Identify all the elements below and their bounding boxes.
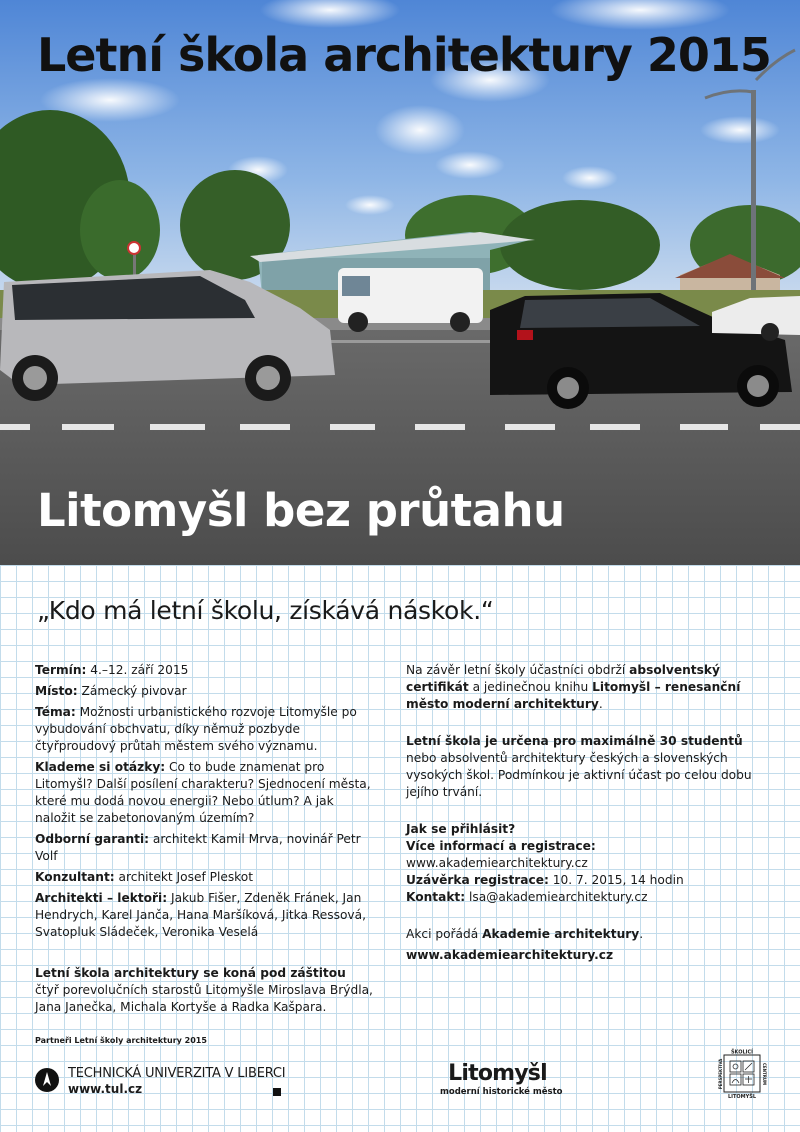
misto-line — [35, 683, 375, 700]
otazky-paragraph — [35, 759, 375, 827]
contact-label: Kontakt: — [406, 890, 466, 904]
otazky-label: Klademe si otázky: — [35, 760, 166, 774]
tul-url[interactable]: www.tul.cz — [68, 1082, 143, 1096]
students-heading: Letní škola je určena pro maximálně 30 studentů — [406, 734, 743, 748]
tul-logo[interactable] — [35, 1066, 285, 1096]
deadline-line — [406, 872, 766, 889]
students-text: nebo absolventů architektury českých a slovenských vysokých škol. Podmínkou je aktivní účast po celou dobu jejího trvání. — [406, 751, 752, 799]
termin-label: Termín: — [35, 663, 87, 677]
zastita-paragraph — [35, 965, 375, 1016]
tema-label: Téma: — [35, 705, 76, 719]
street-photo — [0, 0, 800, 565]
skolici-centrum-icon — [718, 1048, 766, 1100]
contact-line — [406, 889, 766, 906]
organizer-paragraph — [406, 926, 766, 943]
otazky-value: Co to bude znamenat pro Litomyšl? Další posílení charakteru? Sjednocení města, které mu dodá novou energii? Nebo útlum? A jak naložit se zabetonovaným územím? — [35, 760, 371, 825]
info-link[interactable]: www.akademiearchitektury.cz — [406, 856, 588, 870]
info-line — [406, 838, 766, 872]
litomysl-tagline: moderní historické město — [440, 1087, 563, 1097]
skolici-centrum-logo[interactable] — [718, 1048, 766, 1100]
konzultant-label: Konzultant: — [35, 870, 115, 884]
misto-label: Místo: — [35, 684, 78, 698]
garanti-line — [35, 831, 375, 865]
stamp-left-text: PERSPEKTIVA — [718, 1058, 723, 1090]
page-title: Letní škola architektury 2015 — [37, 28, 771, 82]
lektori-value: Jakub Fišer, Zdeněk Fránek, Jan Hendrych, Karel Janča, Hana Maršíková, Jitka Ressová, Svatopluk Sládeček, Veronika Veselá — [35, 891, 366, 939]
deadline-label: Uzávěrka registrace: — [406, 873, 549, 887]
lektori-label: Architekti – lektoři: — [35, 891, 168, 905]
organizer-period: . — [639, 927, 644, 941]
tema-value: Možnosti urbanistického rozvoje Litomyšle po vybudování obchvatu, díky němuž pozbyde čtyřproudový průtah městem svého významu. — [35, 705, 357, 753]
certificate-period: . — [598, 697, 603, 711]
apply-heading: Jak se přihlásit? — [406, 822, 516, 836]
zastita-text: čtyř porevolučních starostů Litomyšle Miroslava Brýdla, Jana Janečka, Michala Kortyše a Radka Kašpara. — [35, 983, 373, 1014]
zastita-heading: Letní škola architektury se koná pod záštitou — [35, 966, 346, 980]
stamp-bottom-text: LITOMYŠL — [727, 1094, 757, 1100]
litomysl-logo[interactable] — [440, 1061, 563, 1102]
book-title: Litomyšl – renesanční město moderní architektury — [406, 680, 741, 711]
termin-value: 4.–12. září 2015 — [86, 663, 189, 677]
tema-paragraph — [35, 704, 375, 755]
info-label: Více informací a registrace: — [406, 839, 596, 853]
website-link[interactable]: www.akademiearchitektury.cz — [406, 948, 614, 962]
info-column-left — [35, 662, 375, 1020]
termin-line — [35, 662, 375, 679]
students-paragraph — [406, 733, 766, 801]
organizer-text: Akci pořádá — [406, 927, 483, 941]
contact-email-link[interactable]: lsa@akademiearchitektury.cz — [465, 890, 648, 904]
tul-square-mark — [273, 1088, 281, 1096]
litomysl-name: Litomyšl — [448, 1061, 547, 1086]
apply-paragraph — [406, 821, 766, 906]
slogan: „Kdo má letní školu, získává náskok.“ — [37, 596, 494, 625]
garanti-label: Odborní garanti: — [35, 832, 150, 846]
certificate-text-2: a jedinečnou knihu — [468, 680, 593, 694]
certificate-bold: absolventský certifikát — [406, 663, 720, 694]
konzultant-value: architekt Josef Pleskot — [114, 870, 254, 884]
misto-value: Zámecký pivovar — [77, 684, 187, 698]
info-column-right — [406, 662, 766, 968]
hero-photo — [0, 0, 800, 565]
organizer-name: Akademie architektury — [482, 927, 640, 941]
konzultant-line — [35, 869, 375, 886]
stamp-top-text: ŠKOLICÍ — [730, 1049, 754, 1056]
partners-caption: Partneři Letní školy architektury 2015 — [35, 1036, 207, 1045]
lektori-paragraph — [35, 890, 375, 941]
certificate-paragraph — [406, 662, 766, 713]
deadline-value: 10. 7. 2015, 14 hodin — [548, 873, 684, 887]
tul-emblem-icon — [35, 1068, 59, 1092]
hero-subtitle: Litomyšl bez průtahu — [37, 484, 565, 537]
stamp-right-text: CENTRUM — [762, 1062, 767, 1086]
garanti-value: architekt Kamil Mrva, novinář Petr Volf — [35, 832, 361, 863]
tul-name: TECHNICKÁ UNIVERZITA V LIBERCI — [68, 1066, 286, 1081]
certificate-text-1: Na závěr letní školy účastníci obdrží — [406, 663, 630, 677]
